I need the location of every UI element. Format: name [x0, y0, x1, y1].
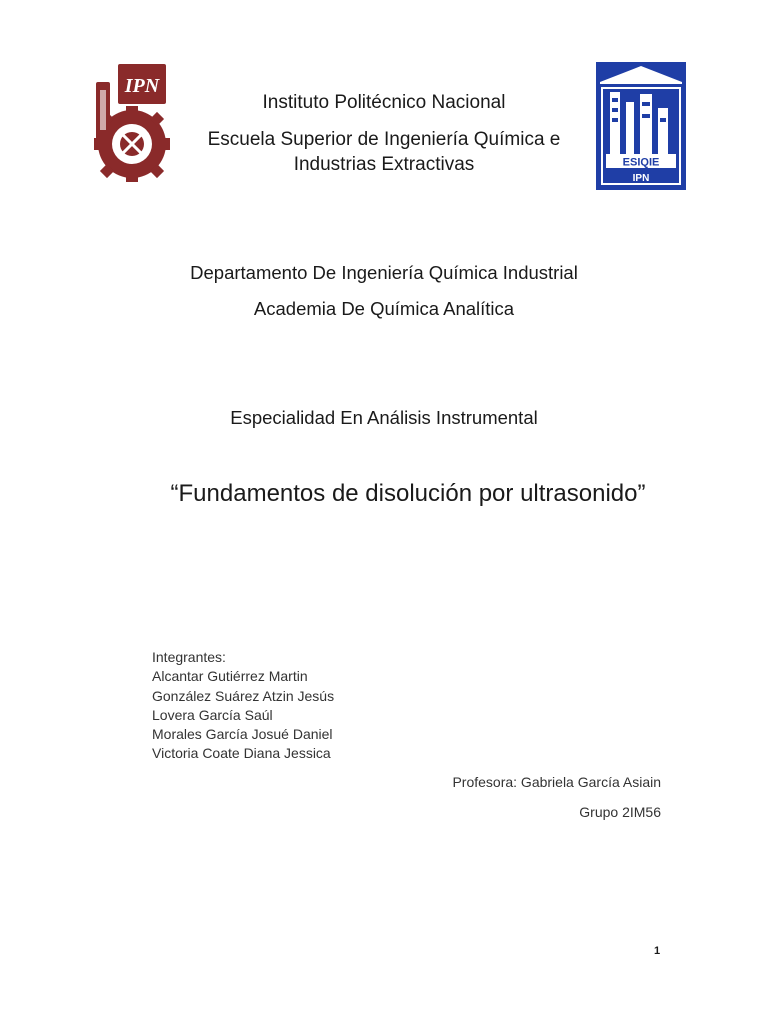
member-name: Victoria Coate Diana Jessica: [152, 745, 331, 762]
member-name: González Suárez Atzin Jesús: [152, 687, 335, 704]
school-name-line2: Industrias Extractivas: [293, 154, 475, 175]
teacher: Profesora: Gabriela García Asiain: [452, 774, 661, 790]
school-name-line1: Escuela Superior de Ingeniería Química e: [207, 129, 561, 150]
academy-name: Academia De Química Analítica: [253, 298, 515, 319]
group: Grupo 2IM56: [579, 804, 661, 820]
ipn-logo-text: IPN: [124, 75, 160, 97]
member-name: Morales García Josué Daniel: [152, 726, 333, 743]
specialty: Especialidad En Análisis Instrumental: [230, 407, 538, 428]
department-name: Departamento De Ingeniería Química Industrial: [190, 262, 578, 283]
page-number: 1: [654, 945, 661, 957]
members-heading: Integrantes:: [152, 649, 226, 665]
member-name: Lovera García Saúl: [152, 706, 273, 723]
members-block: [152, 648, 334, 764]
esiqie-logo-text: ESIQIE: [622, 156, 660, 169]
document-title: “Fundamentos de disolución por ultrasonido”: [170, 480, 646, 507]
member-name: Alcantar Gutiérrez Martin: [152, 668, 308, 685]
esiqie-ipn-text: IPN: [632, 173, 650, 184]
institute-name: Instituto Politécnico Nacional: [262, 92, 506, 113]
